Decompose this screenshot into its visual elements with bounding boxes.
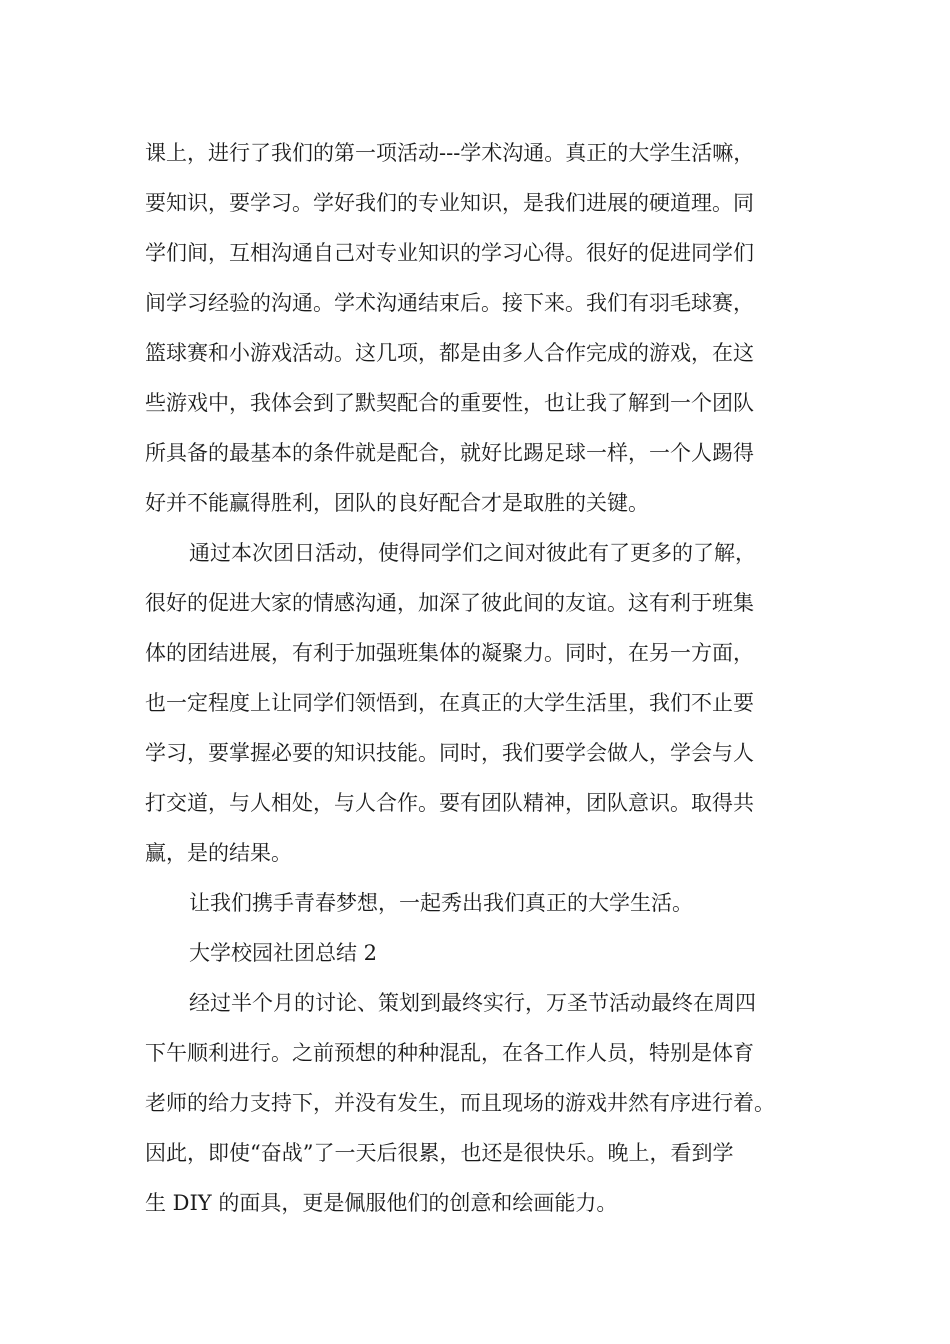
text-line: 篮球赛和小游戏活动。这几项，都是由多人合作完成的游戏，在这 (145, 341, 754, 365)
text-line: 学习，要掌握必要的知识技能。同时，我们要学会做人，学会与人 (145, 741, 754, 765)
text-line: 赢，是的结果。 (145, 841, 292, 865)
text-line: 生 DIY 的面具，更是佩服他们的创意和绘画能力。 (145, 1191, 618, 1215)
paragraph-start-line: 经过半个月的讨论、策划到最终实行，万圣节活动最终在周四 (189, 991, 756, 1015)
text-line: 打交道，与人相处，与人合作。要有团队精神，团队意识。取得共 (145, 791, 754, 815)
text-line: 课上，进行了我们的第一项活动---学术沟通。真正的大学生活嘛， (145, 141, 755, 165)
text-line: 些游戏中，我体会到了默契配合的重要性，也让我了解到一个团队 (145, 391, 754, 415)
text-line: 间学习经验的沟通。学术沟通结束后。接下来。我们有羽毛球赛， (145, 291, 754, 315)
text-line: 也一定程度上让同学们领悟到，在真正的大学生活里，我们不止要 (145, 691, 754, 715)
paragraph-start-line: 通过本次团日活动，使得同学们之间对彼此有了更多的了解， (189, 541, 756, 565)
text-line: 老师的给力支持下，并没有发生，而且现场的游戏井然有序进行着。 (145, 1091, 775, 1115)
text-line: 学们间，互相沟通自己对专业知识的学习心得。很好的促进同学们 (145, 241, 754, 265)
paragraph-start-line: 让我们携手青春梦想，一起秀出我们真正的大学生活。 (189, 891, 693, 915)
text-line: 很好的促进大家的情感沟通，加深了彼此间的友谊。这有利于班集 (145, 591, 754, 615)
document-body (145, 128, 825, 1228)
text-line: 要知识，要学习。学好我们的专业知识，是我们进展的硬道理。同 (145, 191, 754, 215)
text-line: 所具备的最基本的条件就是配合，就好比踢足球一样，一个人踢得 (145, 441, 754, 465)
text-line: 体的团结进展，有利于加强班集体的凝聚力。同时，在另一方面， (145, 641, 754, 665)
text-line: 下午顺利进行。之前预想的种种混乱，在各工作人员，特别是体育 (145, 1041, 754, 1065)
text-line: 因此，即使“奋战”了一天后很累，也还是很快乐。晚上，看到学 (145, 1141, 734, 1165)
text-line: 好并不能赢得胜利，团队的良好配合才是取胜的关键。 (145, 491, 649, 515)
section-heading: 大学校园社团总结 2 (189, 941, 378, 965)
